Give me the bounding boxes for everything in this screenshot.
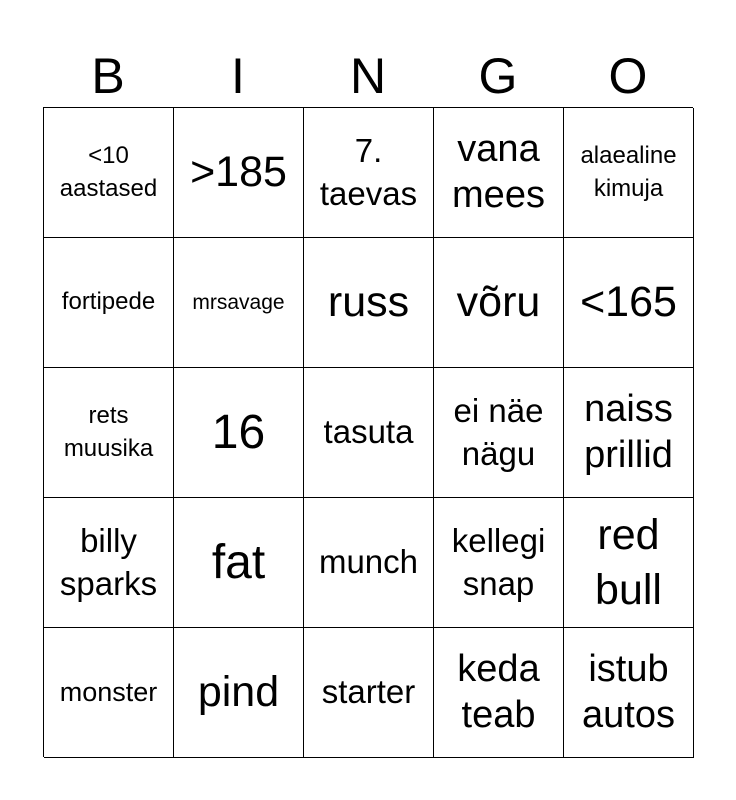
cell-label: istub autos — [582, 647, 675, 736]
bingo-cell[interactable] — [174, 498, 304, 628]
bingo-cell[interactable] — [434, 368, 564, 498]
bingo-cell[interactable] — [564, 368, 694, 498]
cell-label: billy sparks — [59, 522, 158, 602]
cell-label: fat — [211, 535, 266, 589]
cell-label: 16 — [211, 405, 266, 459]
bingo-cell[interactable] — [564, 108, 694, 238]
bingo-cell[interactable] — [304, 238, 434, 368]
cell-label: rets muusika — [63, 402, 154, 462]
cell-label: russ — [327, 278, 410, 327]
cell-label: alaealine kimuja — [580, 142, 677, 202]
cell-label: munch — [318, 543, 419, 581]
cell-label: vana mees — [452, 127, 545, 216]
cell-label: keda teab — [457, 647, 540, 736]
bingo-header — [43, 48, 693, 104]
bingo-cell[interactable] — [304, 368, 434, 498]
bingo-cell[interactable] — [304, 628, 434, 758]
bingo-card — [43, 107, 693, 757]
bingo-cell[interactable] — [564, 238, 694, 368]
cell-label: monster — [59, 676, 158, 707]
cell-label: >185 — [190, 148, 287, 197]
bingo-cell[interactable] — [174, 108, 304, 238]
bingo-cell[interactable] — [44, 108, 174, 238]
cell-label: kellegi snap — [451, 522, 546, 602]
header-letter-b: B — [91, 48, 125, 104]
header-letter-g: G — [478, 48, 518, 104]
bingo-cell[interactable] — [434, 628, 564, 758]
cell-label: 7. taevas — [319, 132, 418, 212]
cell-label: tasuta — [323, 413, 414, 451]
cell-label: ei näe nägu — [453, 392, 544, 472]
bingo-cell[interactable] — [44, 238, 174, 368]
bingo-cell[interactable] — [564, 628, 694, 758]
bingo-cell[interactable] — [434, 238, 564, 368]
bingo-cell[interactable] — [44, 498, 174, 628]
cell-label: red bull — [595, 510, 662, 614]
cell-label: fortipede — [61, 288, 156, 316]
bingo-cell[interactable] — [44, 628, 174, 758]
bingo-cell[interactable] — [434, 108, 564, 238]
header-letter-i: I — [231, 48, 245, 104]
bingo-cell[interactable] — [174, 238, 304, 368]
cell-label: pind — [197, 668, 280, 717]
bingo-cell[interactable] — [564, 498, 694, 628]
bingo-cell[interactable] — [44, 368, 174, 498]
cell-label: starter — [321, 673, 416, 711]
cell-label: <165 — [580, 278, 677, 327]
cell-label: naiss prillid — [584, 387, 673, 476]
bingo-cell[interactable] — [174, 368, 304, 498]
bingo-cell[interactable] — [304, 498, 434, 628]
bingo-cell[interactable] — [174, 628, 304, 758]
bingo-cell[interactable] — [434, 498, 564, 628]
header-letter-o: O — [608, 48, 648, 104]
bingo-cell[interactable] — [304, 108, 434, 238]
cell-label: mrsavage — [192, 290, 285, 314]
cell-label: <10 aastased — [59, 142, 158, 202]
header-letter-n: N — [349, 48, 387, 104]
cell-label: võru — [456, 278, 541, 327]
